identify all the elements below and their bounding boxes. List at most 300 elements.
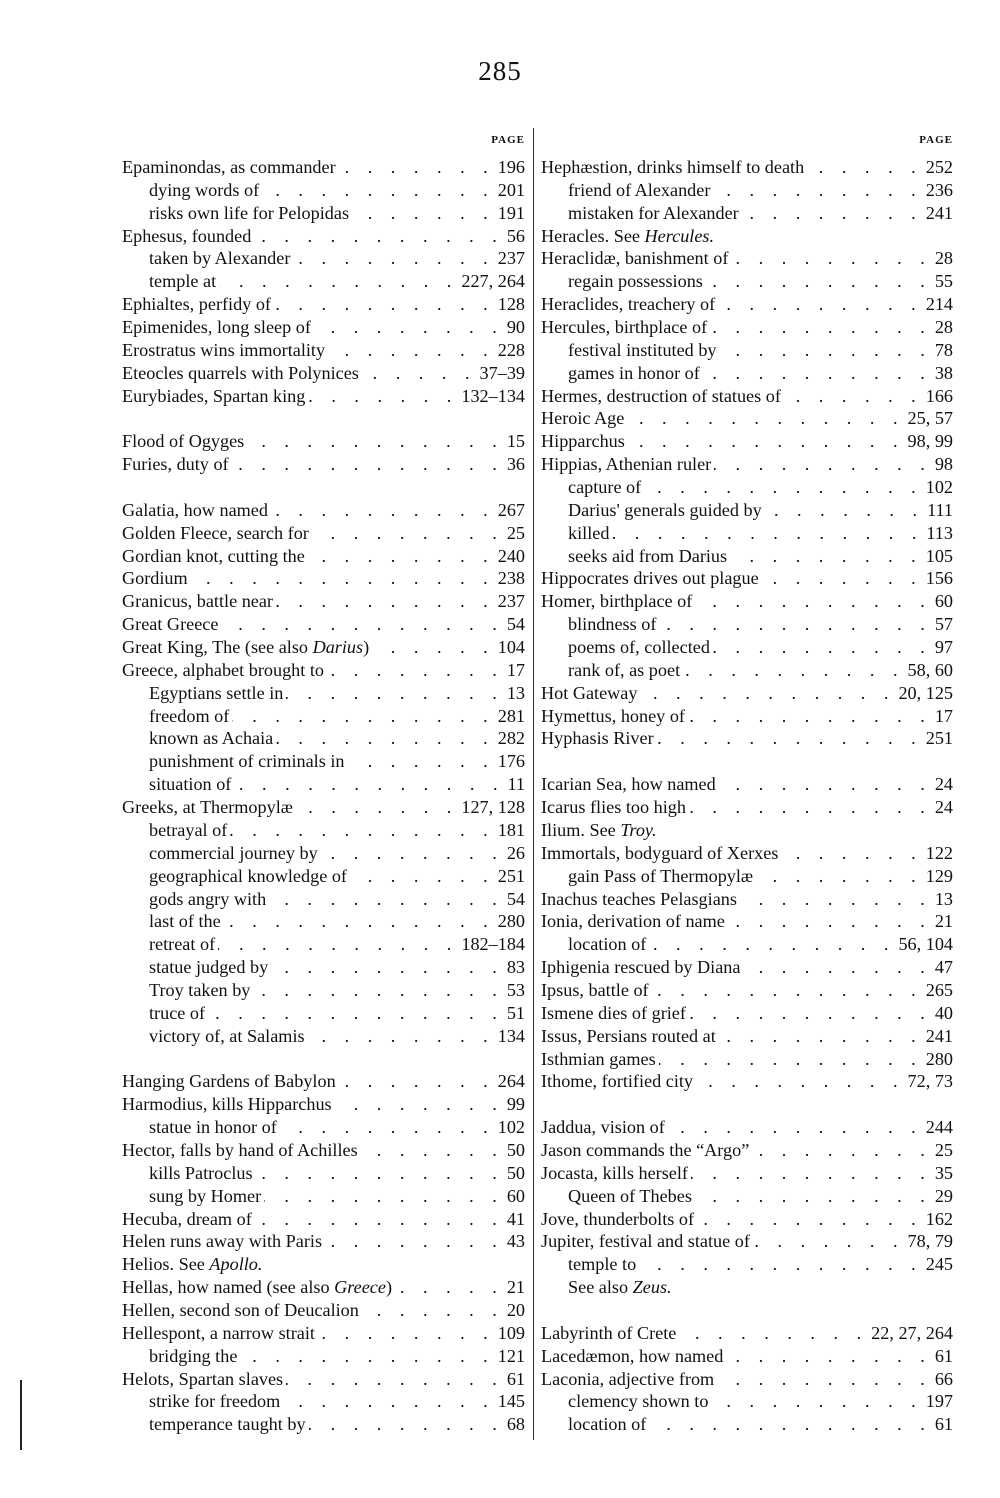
index-entry [122, 705, 525, 728]
index-entry [541, 1025, 953, 1048]
page-reference: 68 [506, 1414, 525, 1435]
entry-label [122, 1139, 358, 1162]
entry-text: games in honor of [568, 362, 700, 383]
dot-leader [711, 1390, 922, 1413]
entry-text: seeks aid from Darius [568, 545, 728, 566]
dot-leader [224, 910, 495, 933]
entry-label [122, 339, 325, 362]
dot-leader [697, 1208, 923, 1231]
entry-label [541, 933, 646, 956]
entry-label [122, 1002, 205, 1025]
index-entry [541, 293, 953, 316]
index-entry [122, 499, 525, 522]
entry-label [122, 590, 273, 613]
entry-label [541, 1253, 636, 1276]
entry-text: Hercules, birthplace of [541, 317, 708, 338]
page-reference: 241 [925, 1025, 953, 1046]
index-entry [541, 682, 953, 705]
index-entry [541, 979, 953, 1002]
dot-leader [649, 1413, 932, 1436]
page-reference: 132–134 [461, 385, 525, 406]
entry-label [541, 1208, 694, 1231]
index-entry [541, 1413, 953, 1436]
dot-leader [274, 293, 495, 316]
entry-label [541, 1002, 686, 1025]
entry-text: Hipparchus [541, 431, 625, 452]
entry-text: kills Patroclus [149, 1162, 253, 1183]
entry-label [122, 1299, 359, 1322]
dot-leader [753, 1230, 905, 1253]
index-entry [122, 1093, 525, 1116]
entry-label [541, 1322, 676, 1345]
dot-leader [372, 636, 495, 659]
entry-text: sung by Homer [149, 1185, 262, 1206]
page-reference: 25, 57 [907, 408, 953, 429]
dot-leader [308, 545, 495, 568]
entry-text: Gordian knot, cutting the [122, 545, 305, 566]
page-reference: 201 [497, 179, 525, 200]
page-reference: 97 [934, 637, 953, 658]
entry-label [541, 339, 717, 362]
entry-text: temple to [568, 1254, 637, 1275]
index-entry [122, 865, 525, 888]
entry-label [122, 1208, 252, 1231]
entry-text: temple at [149, 271, 217, 292]
page-column-header: PAGE [491, 134, 525, 146]
page-reference: 156 [925, 568, 953, 589]
entry-label [541, 727, 654, 750]
dot-leader [688, 705, 932, 728]
blank-line [541, 1299, 953, 1322]
index-entry [122, 179, 525, 202]
entry-text: Labyrinth of Crete [541, 1322, 677, 1343]
index-entry [541, 1208, 953, 1231]
dot-leader [283, 1390, 494, 1413]
entry-label [541, 979, 649, 1002]
index-entry [122, 293, 525, 316]
entry-label [541, 636, 710, 659]
index-entry [122, 933, 525, 956]
entry-text: Troy taken by [149, 979, 251, 1000]
entry-label [541, 1070, 693, 1093]
page-reference: 280 [497, 911, 525, 932]
entry-text: Isthmian games [541, 1048, 656, 1069]
entry-text: Immortals, bodyguard of Xerxes [541, 842, 779, 863]
dot-leader [640, 682, 895, 705]
page-reference: 196 [497, 157, 525, 177]
entry-text: statue judged by [149, 957, 269, 978]
entry-text: Laconia, adjective from [541, 1368, 715, 1389]
index-entry [122, 1368, 525, 1391]
index-entry [541, 933, 953, 956]
entry-text: friend of Alexander [568, 179, 711, 200]
entry-label [122, 567, 188, 590]
index-entry [122, 842, 525, 865]
entry-label [122, 545, 305, 568]
entry-text: Hippias, Athenian ruler [541, 454, 712, 475]
entry-text: rank of, as poet [568, 659, 681, 680]
index-entry [122, 1299, 525, 1322]
dot-leader [752, 1139, 932, 1162]
dot-leader [683, 659, 904, 682]
entry-label [122, 1253, 262, 1276]
dot-leader [706, 270, 932, 293]
dot-leader [296, 796, 458, 819]
entry-label [122, 636, 369, 659]
page-reference: 104 [497, 637, 525, 658]
entry-text: Ephialtes, perfidy of [122, 294, 271, 315]
index-entry [541, 1048, 953, 1071]
entry-text: Great King, The (see also [122, 637, 313, 658]
entry-label [122, 956, 268, 979]
page-reference: 251 [497, 865, 525, 886]
index-entry [541, 362, 953, 385]
entry-label [122, 1162, 253, 1185]
index-column-right [541, 134, 953, 1436]
page-reference: 24 [934, 774, 953, 795]
dot-leader [232, 705, 494, 728]
page-reference: 181 [497, 819, 525, 840]
index-entry [541, 590, 953, 613]
entry-label [122, 773, 231, 796]
page-reference: 61 [506, 1368, 525, 1389]
page-reference: 28 [934, 248, 953, 269]
dot-leader [730, 545, 923, 568]
page-reference: 36 [506, 454, 525, 475]
page-reference: 166 [925, 385, 953, 406]
index-entry [122, 888, 525, 911]
dot-leader [743, 956, 931, 979]
entry-label [122, 1276, 392, 1299]
page-reference: 280 [925, 1048, 953, 1069]
entry-label [541, 1162, 688, 1185]
entry-text: killed [568, 522, 610, 543]
index-entry [122, 1116, 525, 1139]
index-entry [541, 1002, 953, 1025]
entry-label [541, 499, 762, 522]
index-entry [122, 1253, 525, 1276]
entry-text: Jove, thunderbolts of [541, 1208, 695, 1229]
entry-label [541, 385, 781, 408]
index-entry [541, 636, 953, 659]
dot-leader [314, 316, 504, 339]
entry-text: Galatia, how named [122, 499, 268, 520]
entry-label [122, 385, 305, 408]
entry-text: Queen of Thebes [568, 1185, 692, 1206]
dot-leader [321, 842, 504, 865]
index-entry [122, 1322, 525, 1345]
page-number: 285 [478, 56, 522, 86]
index-entry [122, 430, 525, 453]
entry-text: Hephæstion, drinks himself to death [541, 157, 805, 177]
entry-cross-reference: Apollo. [209, 1254, 263, 1275]
index-entry [541, 545, 953, 568]
index-entry [541, 407, 953, 430]
page-reference: 40 [934, 1002, 953, 1023]
entry-label [122, 933, 215, 956]
dot-leader [691, 1162, 932, 1185]
entry-cross-reference: Zeus. [632, 1277, 672, 1298]
page-reference: 57 [934, 614, 953, 635]
index-entry [541, 865, 953, 888]
dot-leader [710, 316, 932, 339]
entry-text: Erostratus wins immortality [122, 339, 326, 360]
index-entry [541, 659, 953, 682]
dot-leader [335, 1093, 504, 1116]
index-entry [541, 773, 953, 796]
dot-leader [218, 933, 458, 956]
dot-leader [328, 339, 495, 362]
entry-label [541, 1368, 714, 1391]
entry-text: Helios. See [122, 1254, 210, 1275]
dot-leader [286, 1368, 504, 1391]
entry-text: Epimenides, long sleep of [122, 317, 311, 338]
index-entry [122, 567, 525, 590]
entry-text: victory of, at Salamis [149, 1025, 305, 1046]
dot-leader [269, 888, 504, 911]
index-entry [541, 956, 953, 979]
index-entry [541, 1185, 953, 1208]
index-entry [122, 1276, 525, 1299]
entry-label [122, 1093, 332, 1116]
entry-label [122, 225, 251, 248]
index-entry [541, 270, 953, 293]
index-entry [541, 796, 953, 819]
page-reference: 11 [507, 774, 525, 795]
dot-leader [352, 202, 495, 225]
index-entry [541, 1116, 953, 1139]
entry-text: Issus, Persians routed at [541, 1025, 716, 1046]
dot-leader [652, 979, 923, 1002]
dot-leader [720, 339, 932, 362]
entry-label [541, 293, 715, 316]
entry-label [541, 1025, 716, 1048]
entry-text: Hector, falls by hand of Achilles [122, 1139, 358, 1160]
index-entry [122, 590, 525, 613]
entry-text: Hippocrates drives out plague [541, 568, 759, 589]
dot-leader [659, 1048, 923, 1071]
entry-label [122, 1413, 306, 1436]
entry-text: truce of [149, 1002, 206, 1023]
entry-label [541, 1413, 646, 1436]
index-entry [541, 1230, 953, 1253]
dot-leader [756, 865, 923, 888]
entry-label [122, 842, 318, 865]
page-reference: 129 [925, 865, 953, 886]
dot-leader [362, 362, 477, 385]
page-reference: 252 [925, 157, 953, 177]
entry-label [541, 796, 686, 819]
blank-line [541, 750, 953, 773]
index-entry [541, 499, 953, 522]
entry-label [122, 727, 273, 750]
page-reference: 37–39 [479, 362, 525, 383]
entry-text: Golden Fleece, search for [122, 522, 309, 543]
index-entry [541, 613, 953, 636]
entry-label [541, 1276, 672, 1299]
page-reference: 98, 99 [907, 431, 953, 452]
entry-label [122, 750, 345, 773]
dot-leader [714, 453, 932, 476]
entry-cross-reference: Greece [334, 1277, 386, 1298]
page-reference: 60 [506, 1185, 525, 1206]
dot-leader [240, 1345, 494, 1368]
entry-text: freedom of [149, 705, 230, 726]
entry-text: Great Greece [122, 614, 219, 635]
entry-text: Heracles. See [541, 225, 645, 246]
page-reference: 109 [497, 1322, 525, 1343]
entry-text: Hellas, how named (see also [122, 1277, 335, 1298]
dot-leader [765, 499, 924, 522]
page-reference: 228 [497, 339, 525, 360]
dot-leader [719, 773, 932, 796]
entry-text: Eteocles quarrels with Polynices [122, 362, 359, 383]
entry-text: Greeks, at Thermopylæ [122, 797, 293, 818]
entry-label [541, 842, 778, 865]
entry-label [541, 910, 725, 933]
entry-label [541, 1230, 750, 1253]
entry-label [541, 522, 609, 545]
entry-text: clemency shown to [568, 1391, 709, 1412]
index-entry [122, 659, 525, 682]
page-reference: 22, 27, 264 [871, 1322, 953, 1343]
dot-leader [807, 156, 923, 179]
entry-label [122, 682, 283, 705]
page-reference: 21 [934, 911, 953, 932]
index-entry [541, 1253, 953, 1276]
entry-text: Furies, duty of [122, 454, 229, 475]
page-reference: 41 [506, 1208, 525, 1229]
index-entry [541, 339, 953, 362]
page-reference: 26 [506, 842, 525, 863]
entry-label [541, 179, 710, 202]
page-reference: 162 [925, 1208, 953, 1229]
dot-leader [717, 1368, 932, 1391]
entry-text: Homer, birthplace of [541, 591, 693, 612]
page-reference: 105 [925, 545, 953, 566]
index-entry [122, 1139, 525, 1162]
dot-leader [308, 1025, 495, 1048]
index-entry [541, 705, 953, 728]
entry-label [122, 1368, 283, 1391]
entry-text: last of the [149, 911, 221, 932]
entry-cross-reference: Darius [312, 637, 364, 658]
dot-leader [361, 1139, 504, 1162]
entry-label [122, 1025, 305, 1048]
dot-leader [718, 293, 923, 316]
dot-leader [255, 1208, 504, 1231]
page-reference: 55 [934, 271, 953, 292]
entry-label [122, 270, 216, 293]
dot-leader [742, 202, 923, 225]
entry-text: strike for freedom [149, 1391, 281, 1412]
dot-leader [253, 979, 503, 1002]
page-reference: 182–184 [461, 934, 525, 955]
index-entry [541, 1276, 953, 1299]
page-reference: 13 [506, 682, 525, 703]
entry-label [541, 1116, 665, 1139]
entry-text: Egyptians settle in [149, 682, 284, 703]
index-entry [122, 316, 525, 339]
entry-label [122, 819, 227, 842]
page-reference: 66 [934, 1368, 953, 1389]
dot-leader [784, 385, 923, 408]
entry-text: punishment of criminals in [149, 751, 345, 772]
page-reference: 43 [506, 1231, 525, 1252]
page-reference: 83 [506, 957, 525, 978]
entry-text: Greece, alphabet brought to [122, 659, 324, 680]
page-reference: 56, 104 [898, 934, 953, 955]
entry-text: Heroic Age [541, 408, 625, 429]
index-entry [122, 682, 525, 705]
entry-label [122, 659, 324, 682]
index-entry [122, 362, 525, 385]
page-reference: 51 [506, 1002, 525, 1023]
entry-text: Darius' generals guided by [568, 499, 762, 520]
index-entry [122, 1413, 525, 1436]
dot-leader [644, 476, 923, 499]
entry-label [541, 202, 739, 225]
dot-leader [276, 590, 495, 613]
entry-text: risks own life for Pelopidas [149, 202, 350, 223]
index-entry [541, 1139, 953, 1162]
entry-label [122, 705, 229, 728]
page-reference: 50 [506, 1162, 525, 1183]
entry-label [541, 362, 700, 385]
page-reference: 102 [497, 1117, 525, 1138]
page-reference: 61 [934, 1345, 953, 1366]
entry-label [122, 979, 250, 1002]
page-reference: 236 [925, 179, 953, 200]
page-reference: 281 [497, 705, 525, 726]
index-column-left [122, 134, 525, 1436]
index-entry [122, 1185, 525, 1208]
page-reference: 20, 125 [898, 682, 953, 703]
entry-text: Ismene dies of grief [541, 1002, 686, 1023]
page-reference: 111 [927, 499, 953, 520]
page-reference: 122 [925, 842, 953, 863]
index-entry [122, 750, 525, 773]
entry-text: Iphigenia rescued by Diana [541, 957, 741, 978]
entry-label [541, 225, 714, 248]
dot-leader [232, 453, 504, 476]
page-reference: 17 [506, 659, 525, 680]
page-reference: 56 [506, 225, 525, 246]
index-entry [541, 522, 953, 545]
entry-text: Jason commands the “Argo” [541, 1139, 750, 1160]
page-reference: 251 [925, 728, 953, 749]
entry-text: Lacedæmon, how named [541, 1345, 724, 1366]
index-entry [122, 339, 525, 362]
entry-label [122, 247, 290, 270]
dot-leader [318, 1322, 495, 1345]
entry-label [541, 1390, 708, 1413]
entry-text: Helots, Spartan slaves [122, 1368, 284, 1389]
entry-text: Hellespont, a narrow strait [122, 1322, 315, 1343]
page-reference: 197 [925, 1391, 953, 1412]
dot-leader [395, 1276, 504, 1299]
dot-leader [679, 1322, 868, 1345]
page-reference: 237 [497, 248, 525, 269]
entry-text: Hellen, second son of Deucalion [122, 1299, 359, 1320]
entry-label [541, 888, 737, 911]
entry-cross-reference: Hercules. [644, 225, 715, 246]
index-entry [541, 842, 953, 865]
index-entry [541, 1368, 953, 1391]
dot-leader [731, 247, 931, 270]
page-reference: 238 [497, 568, 525, 589]
entry-text: Jocasta, kills herself [541, 1162, 688, 1183]
